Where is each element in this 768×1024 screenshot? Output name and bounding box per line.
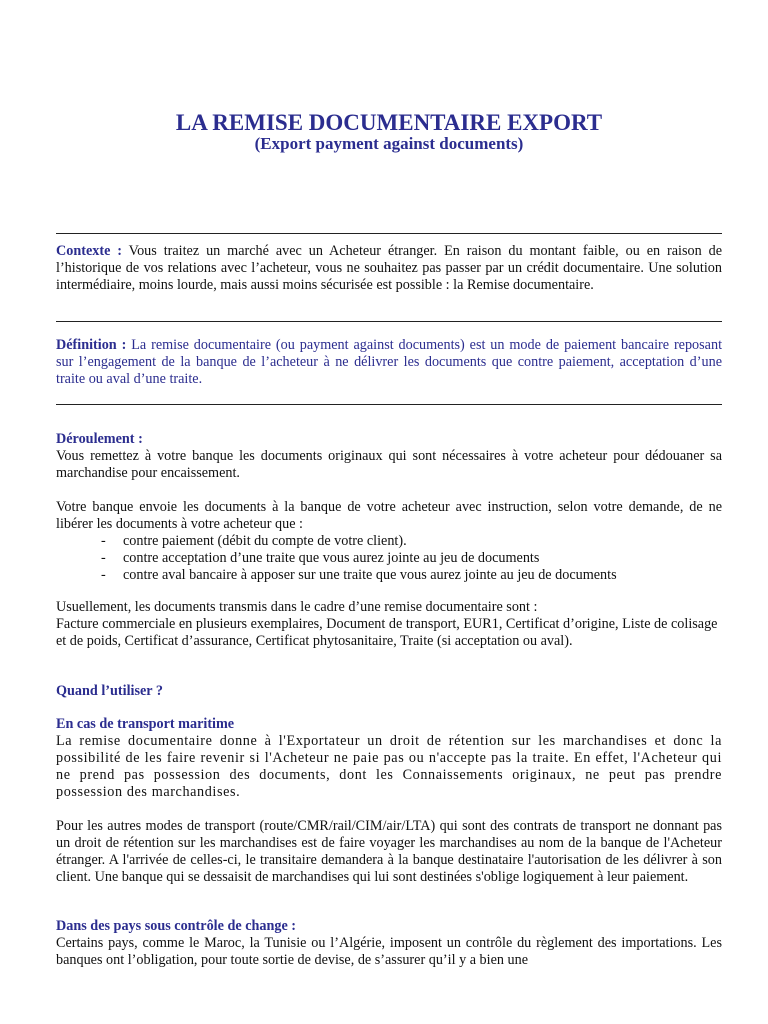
- contexte-text: Vous traitez un marché avec un Acheteur étranger. En raison du montant faible, ou en raison de l’historique de vos relations avec l’acheteur, vous ne souhaitez pas passer par un crédit documentaire. Une solution intermédiaire, moins lourde, mais aussi moins sécurisée est possible : la Remise documentaire.: [56, 243, 722, 294]
- divider: [56, 233, 722, 234]
- divider: [56, 404, 722, 405]
- divider: [56, 321, 722, 322]
- document-subtitle: (Export payment against documents): [254, 134, 524, 153]
- change-text: Certains pays, comme le Maroc, la Tunisie ou l’Algérie, imposent un contrôle du règlement des importations. Les banques ont l’obligation, pour toute sortie de devise, de s’assurer qu’il y a bien une: [56, 935, 722, 969]
- documents-intro: Usuellement, les documents transmis dans le cadre d’une remise documentaire sont :: [56, 599, 538, 615]
- contexte-label: Contexte :: [56, 243, 123, 259]
- definition-label: Définition :: [56, 337, 127, 353]
- change-section: [56, 918, 722, 969]
- autres-modes-text: Pour les autres modes de transport (route/CMR/rail/CIM/air/LTA) qui sont des contrats de transport ne donnant pas un droit de rétention sur les marchandises est de faire voyager les marchandises au nom de la banque de l'Acheteur étranger. A l'arrivée de celles-ci, le transitaire demandera à la banque destinataire l'autorisation de les délivrer à son client. Une banque qui se dessaisit de marchandises qui lui sont destinées s'oblige logiquement à leur paiement.: [56, 818, 722, 886]
- change-heading: Dans des pays sous contrôle de change :: [56, 918, 297, 934]
- documents-paragraph: [56, 599, 722, 650]
- deroulement-heading: Déroulement :: [56, 431, 143, 447]
- autres-modes-paragraph: [56, 818, 722, 886]
- definition-text: La remise documentaire (ou payment against documents) est un mode de paiement bancaire reposant sur l’engagement de la banque de l’acheteur à ne délivrer les documents que contre paiement, acceptation d’une traite ou aval d’une traite.: [56, 337, 723, 388]
- quand-heading: Quand l’utiliser ?: [56, 683, 163, 699]
- list-item: - contre paiement (débit du compte de votre client).: [56, 533, 722, 550]
- deroulement-p1: Vous remettez à votre banque les documents originaux qui sont nécessaires à votre acheteur pour dédouaner sa marchandise pour encaissement.: [56, 448, 722, 482]
- deroulement-section: [56, 431, 722, 482]
- instruction-list: [56, 533, 722, 584]
- definition-paragraph: [56, 337, 722, 388]
- deroulement-instructions: [56, 499, 722, 584]
- maritime-heading: En cas de transport maritime: [56, 716, 235, 732]
- maritime-section: [56, 716, 722, 801]
- list-item: - contre aval bancaire à apposer sur une traite que vous aurez jointe au jeu de documents: [56, 567, 722, 584]
- contexte-paragraph: [56, 243, 722, 294]
- quand-section: [56, 683, 722, 700]
- documents-list: Facture commerciale en plusieurs exemplaires, Document de transport, EUR1, Certificat d’origine, Liste de colisage et de poids, Certificat d’assurance, Certificat phytosanitaire, Traite (si acceptation ou aval).: [56, 616, 718, 650]
- document-title: LA REMISE DOCUMENTAIRE EXPORT: [175, 110, 603, 135]
- maritime-text: La remise documentaire donne à l'Exportateur un droit de rétention sur les marchandises et donc la possibilité de les faire revenir si l'Acheteur ne paie pas ou n'accepte pas la traite. En effet, l'Acheteur qui ne prend pas possession des documents, dont les Connaissements originaux, ne peut pas prendre possession des marchandises.: [56, 733, 722, 801]
- deroulement-p2: Votre banque envoie les documents à la banque de votre acheteur avec instruction, selon votre demande, de ne libérer les documents à votre acheteur que :: [56, 499, 722, 533]
- list-item: - contre acceptation d’une traite que vous aurez jointe au jeu de documents: [56, 550, 722, 567]
